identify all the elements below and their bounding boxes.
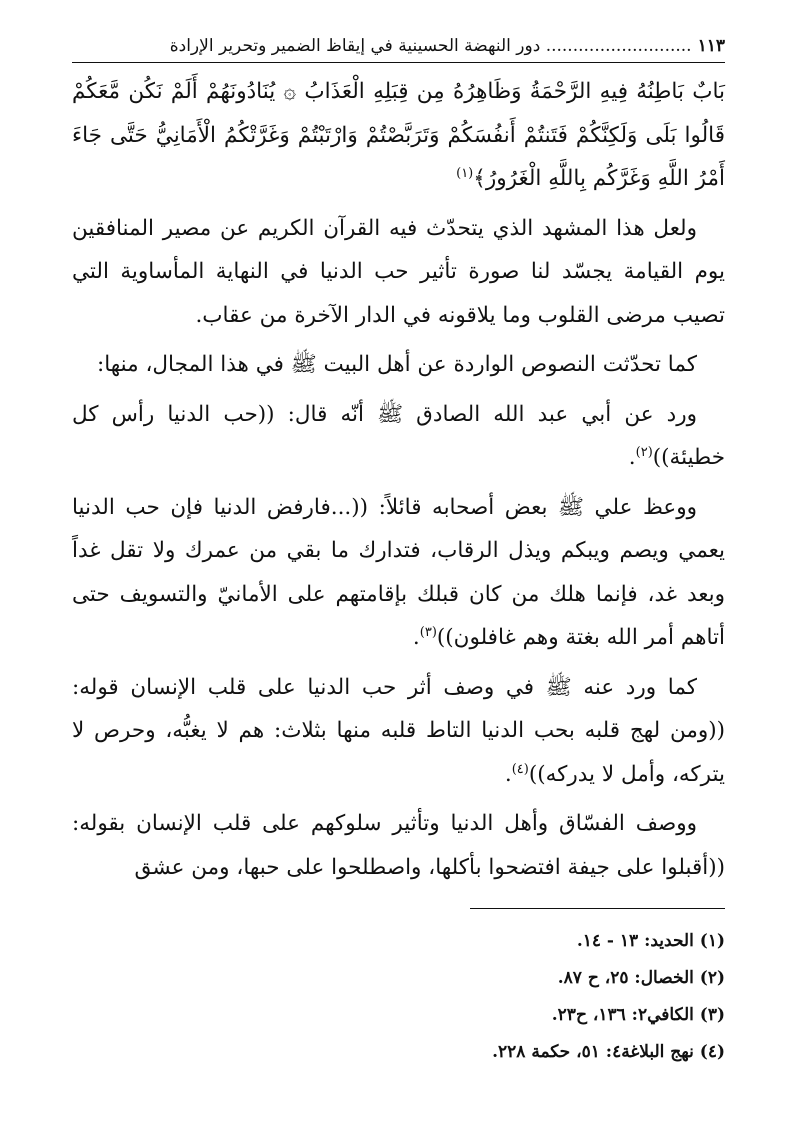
footnotes [470, 908, 725, 1071]
page-number: ١١٣ [697, 36, 725, 56]
paragraph-7: ووصف الفسّاق وأهل الدنيا وتأثير سلوكهم على قلب الإنسان بقوله: ((أقبلوا على جيفة افتضحوا بأكلها، واصطلحوا على حبها، ومن عشق [72, 811, 725, 880]
paragraph-5-text: ووعظ علي ﷺ بعض أصحابه قائلاً: ((...فارفض الدنيا فإن حب الدنيا يعمي ويصم ويبكم ويذل الرقاب، فتدارك ما بقي من عمرك ولا تقل غداً وبعد غد، فإنما هلك من كان قبلك بإقامتهم على الأمانيّ والتسويف حتى أتاهم أمر الله بغتة وهم غافلون)) [72, 494, 725, 650]
footnote-ref-2: (٢) [635, 444, 653, 460]
quran-verse-paragraph [72, 70, 725, 201]
paragraph-6-end: . [504, 761, 512, 787]
paragraph-2: ولعل هذا المشهد الذي يتحدّث فيه القرآن الكريم عن مصير المنافقين يوم القيامة يجسّد لنا صورة تأثير حب الدنيا في النهاية المأساوية التي تصيب مرضى القلوب وما يلاقونه في الدار الآخرة من عقاب. [72, 215, 725, 328]
paragraph-4-text: ورد عن أبي عبد الله الصادق ﷺ أنّه قال: ((حب الدنيا رأس كل خطيئة)) [72, 401, 725, 470]
paragraph-4 [72, 393, 725, 480]
footnote-3: (٣) الكافي٢: ١٣٦، ح٢٣. [551, 1005, 725, 1025]
paragraph-3: كما تحدّثت النصوص الواردة عن أهل البيت ﷺ في هذا المجال، منها: [96, 352, 697, 377]
paragraph-6 [72, 666, 725, 797]
paragraph-4-end: . [628, 445, 636, 470]
quran-verse-text: بَابٌ بَاطِنُهُ فِيهِ الرَّحْمَةُ وَظَاهِرُهُ مِن قِبَلِهِ الْعَذَابُ ۞ يُنَادُونَهُمْ أَلَمْ نَكُن مَّعَكُمْ قَالُوا بَلَى وَلَكِنَّكُمْ فَتَنتُمْ أَنفُسَكُمْ وَتَرَبَّصْتُمْ وَارْتَبْتُمْ وَغَرَّتْكُمُ الْأَمَانِيُّ حَتَّى جَاءَ أَمْرُ اللَّهِ وَغَرَّكُم بِاللَّهِ الْغَرُورُ﴾ [72, 79, 725, 191]
running-header [72, 30, 725, 63]
header-leader-dots: ........................... [545, 36, 692, 56]
paragraph-5-end: . [412, 625, 420, 650]
footnote-2: (٢) الخصال: ٢٥، ح ٨٧. [557, 968, 725, 988]
footnote-ref-1: (١) [456, 165, 474, 181]
footnote-1: (١) الحديد: ١٣ - ١٤. [576, 931, 725, 951]
footnote-4: (٤) نهج البلاغة٤: ٥١، حكمة ٢٢٨. [492, 1042, 725, 1062]
paragraph-5 [72, 486, 725, 660]
footnote-ref-4: (٤) [511, 761, 529, 777]
header-title: دور النهضة الحسينية في إيقاظ الضمير وتحرير الإرادة [169, 36, 541, 56]
footnote-ref-3: (٣) [419, 624, 437, 640]
paragraph-6-text: كما ورد عنه ﷺ في وصف أثر حب الدنيا على قلب الإنسان قوله: ((ومن لهج قلبه بحب الدنيا التاط قلبه منها بثلاث: هم لا يغبُّه، وحرص لا يتركه، وأمل لا يدركه)) [72, 674, 725, 787]
page-body [72, 70, 725, 895]
